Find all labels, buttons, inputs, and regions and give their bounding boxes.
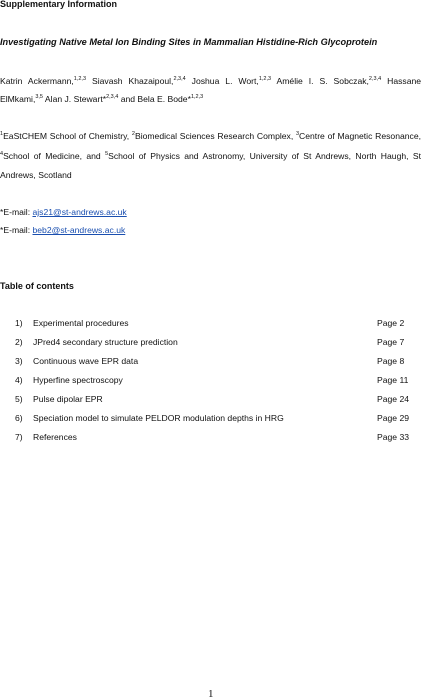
toc-number: 1) xyxy=(15,318,23,328)
email-line xyxy=(0,225,125,235)
author: Hassane ElMkami,$^{3,5}$ xyxy=(0,76,421,104)
author: Amélie I. S. Sobczak,$^{2,3,4}$ xyxy=(276,76,382,86)
toc-entry xyxy=(0,375,421,394)
affiliation: $^2$Biomedical Sciences Research Complex, xyxy=(131,131,296,141)
toc-entry xyxy=(0,356,421,375)
toc-entry xyxy=(0,337,421,356)
toc-page: Page 29 xyxy=(377,413,410,423)
toc-number: 2) xyxy=(15,337,23,347)
toc-label: Experimental procedures xyxy=(33,318,129,328)
toc-entry xyxy=(0,413,421,432)
toc-page: Page 33 xyxy=(377,432,410,442)
toc-entry xyxy=(0,318,421,337)
toc-label: References xyxy=(33,432,77,442)
supplementary-heading: Supplementary Information xyxy=(0,0,118,9)
email-link[interactable]: ajs21@st-andrews.ac.uk xyxy=(32,207,127,217)
toc-label: Speciation model to simulate PELDOR modulation depths in HRG xyxy=(33,413,284,423)
toc-number: 7) xyxy=(15,432,23,442)
affiliation: $^4$School of Medicine, and xyxy=(0,150,106,161)
toc-label: Pulse dipolar EPR xyxy=(33,394,103,404)
toc-page: Page 8 xyxy=(377,356,405,366)
email-prefix: *E-mail: xyxy=(0,207,33,217)
author: Joshua L. Wort,$^{1,2,3}$ xyxy=(191,76,272,86)
toc-page: Page 24 xyxy=(377,394,410,404)
paper-title: Investigating Native Metal Ion Binding Sites in Mammalian Histidine-Rich Glycoprotein xyxy=(0,37,378,47)
toc-label: JPred4 secondary structure prediction xyxy=(33,337,178,347)
author: Katrin Ackermann,$^{1,2,3}$ xyxy=(0,76,87,86)
affiliations xyxy=(0,127,421,186)
author-list xyxy=(0,72,421,108)
author: Siavash Khazaipoul,$^{2,3,4}$ xyxy=(91,76,186,86)
author: Alan J. Stewart*$^{2,3,4}$ xyxy=(44,94,119,104)
email-link[interactable]: beb2@st-andrews.ac.uk xyxy=(32,225,126,235)
toc-heading: Table of contents xyxy=(0,281,74,291)
email-prefix: *E-mail: xyxy=(0,225,33,235)
affiliation: $^5$School of Physics and Astronomy, University of St Andrews, North Haugh, St Andrews, Scotland xyxy=(0,150,421,180)
email-line xyxy=(0,207,127,217)
toc-page: Page 11 xyxy=(377,375,409,385)
toc-number: 4) xyxy=(15,375,23,385)
page-number: 1 xyxy=(208,688,214,700)
toc-number: 3) xyxy=(15,356,23,366)
toc-label: Continuous wave EPR data xyxy=(33,356,139,366)
toc-number: 5) xyxy=(15,394,23,404)
toc-label: Hyperfine spectroscopy xyxy=(33,375,123,385)
toc-entry xyxy=(0,394,421,413)
table-of-contents xyxy=(0,318,421,451)
toc-number: 6) xyxy=(15,413,23,423)
affiliation: $^1$EaStCHEM School of Chemistry, xyxy=(0,131,132,141)
author: and Bela E. Bode*$^{1,2,3}$ xyxy=(120,94,204,104)
toc-entry xyxy=(0,432,421,451)
affiliation: $^3$Centre of Magnetic Resonance, xyxy=(295,131,421,141)
toc-page: Page 7 xyxy=(377,337,405,347)
toc-page: Page 2 xyxy=(377,318,405,328)
